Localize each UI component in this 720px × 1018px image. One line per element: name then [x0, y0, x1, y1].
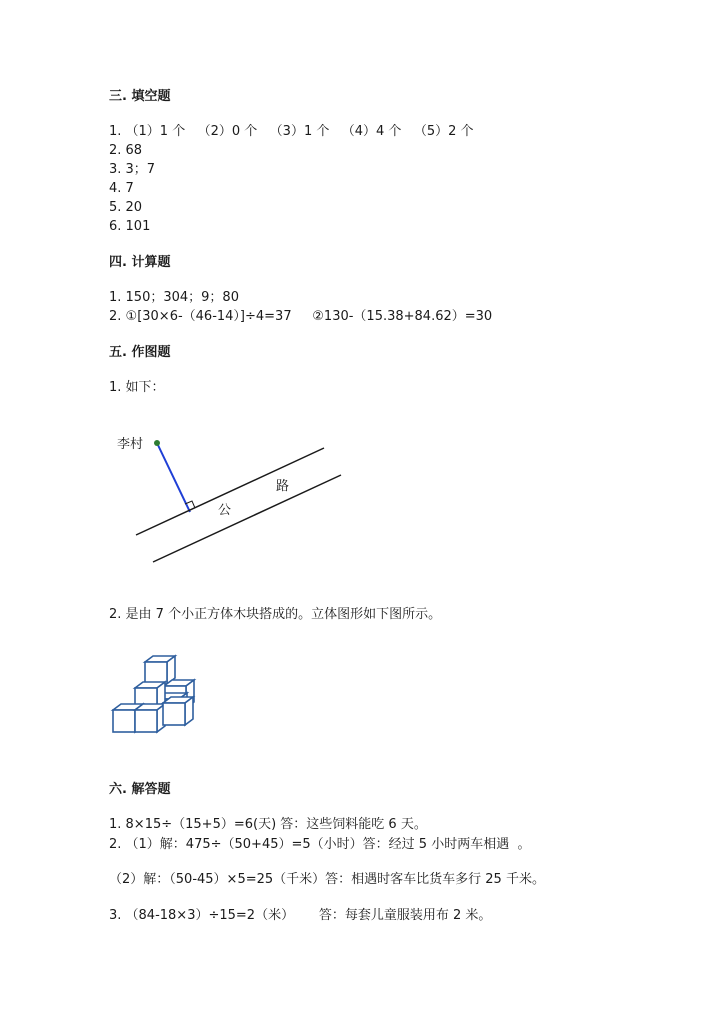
section-5-item-1: 1. 如下：: [109, 380, 165, 395]
section-4-heading: 四. 计算题: [109, 255, 171, 270]
cube: [163, 697, 193, 725]
village-dot: [154, 440, 160, 446]
road-upper-edge: [136, 448, 324, 535]
section-3-line-4: 4. 7: [109, 181, 134, 196]
cube: [145, 656, 175, 684]
section-3-line-5: 5. 20: [109, 200, 143, 215]
section-4-line-2: 2. ①[30×6-（46-14）]÷4=37 ②130-（15.38+84.62）=30: [109, 309, 493, 324]
section-6-line-1: 1. 8×15÷（15+5）=6(天) 答：这些饲料能吃 6 天。: [109, 817, 427, 832]
section-3-heading: 三. 填空题: [109, 89, 171, 104]
cube-face: [135, 710, 157, 732]
section-5-item-2: 2. 是由 7 个小正方体木块搭成的。立体图形如下图所示。: [109, 607, 442, 622]
cube-face: [145, 662, 167, 684]
section-6-line-4: 3. （84-18×3）÷15=2（米） 答：每套儿童服装用布 2 米。: [109, 908, 492, 923]
section-6-line-2: 2. （1）解：475÷（50+45）=5（小时）答：经过 5 小时两车相遇 。: [109, 837, 531, 852]
road-diagram: [100, 420, 360, 570]
perpendicular-line: [157, 443, 190, 512]
village-label: 李村: [117, 437, 144, 452]
cube-face: [185, 697, 193, 725]
section-3-line-2: 2. 68: [109, 143, 143, 158]
cube-face: [163, 703, 185, 725]
section-3-line-3: 3. 3；7: [109, 162, 156, 177]
section-6-heading: 六. 解答题: [109, 782, 171, 797]
section-4-line-1: 1. 150；304；9；80: [109, 290, 239, 305]
section-5-heading: 五. 作图题: [109, 345, 171, 360]
cube-figure: [108, 652, 208, 744]
road-char-lu: 路: [276, 479, 290, 494]
road-char-gong: 公: [218, 503, 232, 518]
section-3-line-1: 1. （1）1 个 （2）0 个 （3）1 个 （4）4 个 （5）2 个: [109, 124, 474, 139]
section-3-line-6: 6. 101: [109, 219, 151, 234]
cube-face: [113, 710, 135, 732]
section-6-line-3: （2）解：（50-45）×5=25（千米）答：相遇时客车比货车多行 25 千米。: [109, 872, 545, 887]
road-lower-edge: [153, 475, 341, 562]
cube: [135, 704, 165, 732]
